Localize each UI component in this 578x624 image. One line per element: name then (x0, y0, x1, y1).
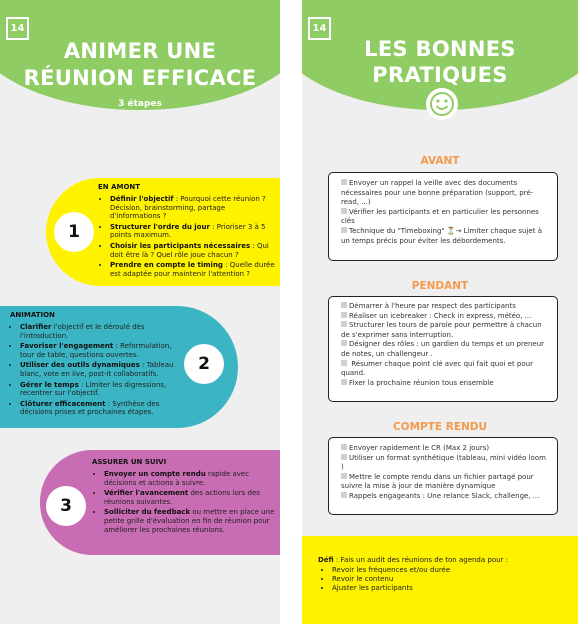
step-3-number: 3 (46, 486, 86, 526)
list-item: Structurer les tours de parole pour permettre à chacun de s'exprimer sans interruption. (341, 321, 542, 339)
checkbox-icon (341, 227, 347, 233)
step-2-card (0, 306, 238, 428)
right-panel (302, 0, 578, 624)
step-3-list (92, 470, 276, 534)
checkbox-icon (341, 473, 347, 479)
list-item: Désigner des rôles : un gardien du temps et un preneur de notes, un challengeur . (341, 340, 545, 358)
section-box-compte-rendu (328, 437, 558, 515)
list-item: • Utiliser des outils dynamiques : Tableau blanc, vote en live, post-it collaboratifs. (20, 361, 178, 378)
list-item: • Structurer l'ordre du jour : Prioriser 3 à 5 points maximum. (110, 223, 276, 240)
defi-list (318, 566, 564, 593)
list-item: Envoyer un rappel la veille avec des documents nécessaires pour une bonne préparation (support, pré-read, ...) (341, 179, 534, 207)
step-3-card (40, 450, 280, 555)
checkbox-icon (341, 302, 347, 308)
step-3-heading: ASSURER UN SUIVI (92, 458, 167, 466)
list-item: • Choisir les participants nécessaires : Qui doit être là ? Quel rôle joue chacun ? (110, 242, 276, 259)
list-item: • Clôturer efficacement : Synthèse des décisions prises et prochaines étapes. (20, 400, 178, 417)
list-item: Utiliser un format synthétique (tableau, mini vidéo loom ) (341, 453, 546, 472)
checkbox-icon (341, 312, 347, 318)
right-title-line2: PRATIQUES (372, 63, 508, 87)
list-item: • Clarifier l'objectif et le déroulé dès l'introduction. (20, 323, 178, 340)
checkbox-icon (341, 492, 347, 498)
defi-lead: Défi : Fais un audit des réunions de ton agenda pour : (318, 556, 509, 564)
list-item: Vérifier les participants et en particulier les personnes clés (341, 207, 539, 226)
section-box-avant (328, 172, 558, 261)
section-title-avant: AVANT (420, 155, 460, 167)
step-1-card (46, 178, 280, 286)
page-badge: 14 (308, 17, 331, 40)
right-title-line1: LES BONNES (364, 37, 516, 61)
defi-footer (302, 536, 578, 624)
step-2-list (10, 323, 178, 417)
list-item: Fixer la prochaine réunion tous ensemble (341, 379, 550, 389)
checkbox-icon (341, 179, 347, 185)
list-item: • Vérifier l'avancement des actions lors des réunions suivantes. (104, 489, 276, 506)
list-item: • Gérer le temps : Limiter les digressions, recentrer sur l'objectif. (20, 381, 178, 398)
list-item: • Définir l'objectif : Pourquoi cette réunion ? Décision, brainstorming, partage d'informations ? (110, 195, 276, 221)
step-1-heading: EN AMONT (98, 183, 141, 191)
list-item: Envoyer rapidement le CR (Max 2 jours) (341, 444, 550, 454)
section-box-pendant (328, 296, 558, 402)
list-item: Réaliser un icebreaker : Check in express, météo, ... (341, 312, 550, 322)
list-item: • Revoir le contenu (332, 575, 564, 584)
checkbox-icon (341, 208, 347, 214)
section-title-compte-rendu: COMPTE RENDU (392, 421, 488, 433)
list-item: • Solliciter du feedback ou mettre en place une petite grille d'évaluation en fin de réunion pour améliorer les prochaines réunions. (104, 508, 276, 534)
step-2-number: 2 (184, 344, 224, 384)
section-title-pendant: PENDANT (411, 280, 469, 292)
list-item: Démarrer à l'heure par respect des participants (341, 302, 550, 312)
checkbox-icon (341, 444, 347, 450)
page-badge: 14 (6, 17, 29, 40)
left-title-line1: ANIMER UNE (63, 39, 217, 63)
checkbox-icon (341, 379, 347, 385)
smile-face-icon (426, 88, 458, 120)
list-item: Technique du "Timeboxing" ⏳→ Limiter chaque sujet à un temps précis pour éviter les débordements. (341, 226, 542, 245)
step-2-heading: ANIMATION (10, 311, 55, 319)
list-item: • Ajuster les participants (332, 584, 564, 593)
checkbox-icon (341, 321, 347, 327)
left-subtitle: 3 étapes (118, 99, 162, 109)
checkbox-icon (341, 340, 347, 346)
list-item: • Revoir les fréquences et/ou durée (332, 566, 564, 575)
step-1-number: 1 (54, 212, 94, 252)
list-item: • Favoriser l'engagement : Reformulation, tour de table, questions ouvertes. (20, 342, 178, 359)
checkbox-icon (341, 360, 347, 366)
step-1-list (98, 195, 276, 278)
list-item: Mettre le compte rendu dans un fichier partagé pour suivre la mise à jour de manière dynamique (341, 472, 534, 491)
list-item: Rappels engageants : Une relance Slack, challenge, ... (341, 492, 550, 502)
left-title-line2: RÉUNION EFFICACE (23, 66, 257, 90)
checkbox-icon (341, 454, 347, 460)
left-panel (0, 0, 280, 624)
list-item: • Envoyer un compte rendu rapide avec décisions et actions à suivre. (104, 470, 276, 487)
list-item: Résumer chaque point clé avec qui fait quoi et pour quand. (341, 359, 533, 378)
list-item: • Prendre en compte le timing : Quelle durée est adaptée pour maintenir l'attention ? (110, 261, 276, 278)
